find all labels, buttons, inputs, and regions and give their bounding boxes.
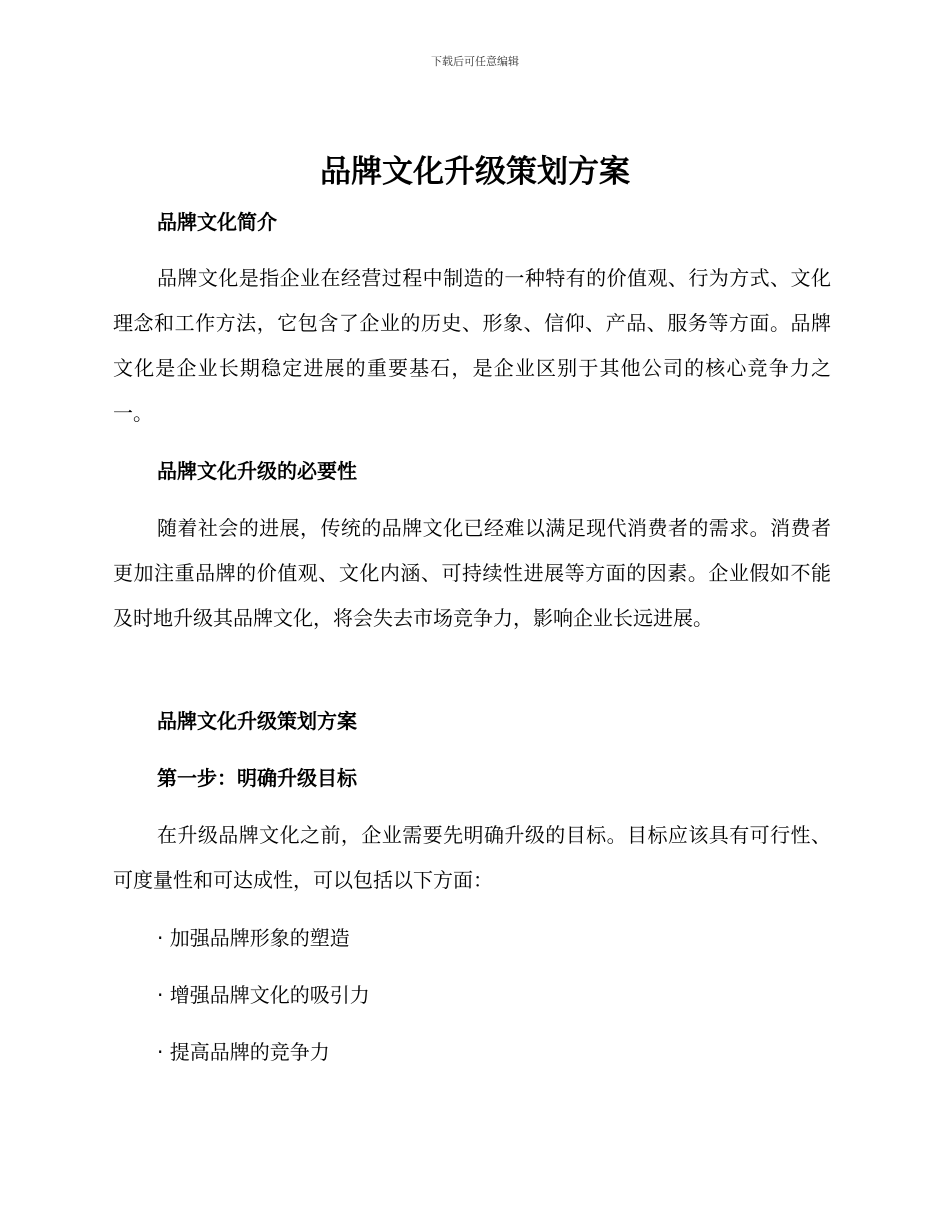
list-item: · 加强品牌形象的塑造: [157, 926, 350, 950]
section-heading-necessity: 品牌文化升级的必要性: [157, 459, 357, 483]
section-paragraph-brand-intro: 品牌文化是指企业在经营过程中制造的一种特有的价值观、行为方式、文化理念和工作方法，它包含了企业的历史、形象、信仰、产品、服务等方面。品牌文化是企业长期稳定进展的重要基石，是企业区别于其他公司的核心竞争力之一。: [113, 266, 831, 425]
document-title: 品牌文化升级策划方案: [320, 154, 630, 190]
list-item: · 增强品牌文化的吸引力: [157, 983, 370, 1007]
section-heading-step-one: 第一步：明确升级目标: [157, 766, 357, 790]
section-paragraph-necessity: 随着社会的进展，传统的品牌文化已经难以满足现代消费者的需求。消费者更加注重品牌的价值观、文化内涵、可持续性进展等方面的因素。企业假如不能及时地升级其品牌文化，将会失去市场竞争力，影响企业长远进展。: [113, 516, 831, 630]
section-paragraph-step-one: 在升级品牌文化之前，企业需要先明确升级的目标。目标应该具有可行性、可度量性和可达成性，可以包括以下方面：: [113, 823, 831, 892]
page-header-note: 下载后可任意编辑: [431, 55, 519, 68]
section-heading-brand-intro: 品牌文化简介: [157, 210, 277, 234]
section-heading-plan: 品牌文化升级策划方案: [157, 709, 357, 733]
list-item: · 提高品牌的竞争力: [157, 1040, 330, 1064]
